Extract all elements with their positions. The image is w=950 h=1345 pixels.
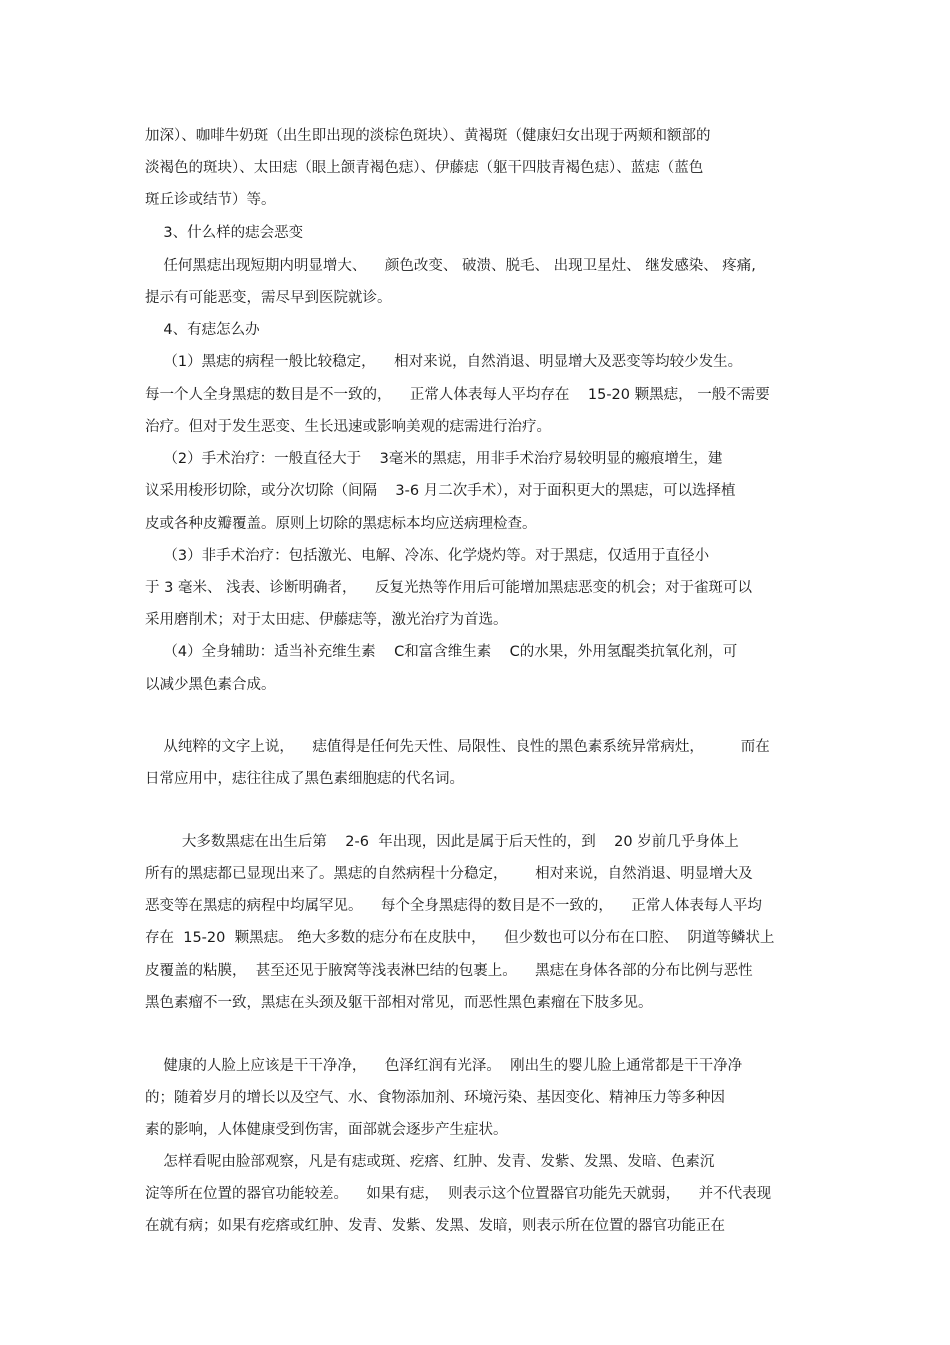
text-line: （1）黑痣的病程一般比较稳定， 相对来说，自然消退、明显增大及恶变等均较少发生。 xyxy=(145,354,743,370)
text-line: 斑丘诊或结节）等。 xyxy=(145,192,276,208)
text-line: 采用磨削术；对于太田痣、伊藤痣等，激光治疗为首选。 xyxy=(145,612,508,628)
text-line: 议采用梭形切除，或分次切除（间隔 3-6 月二次手术），对于面积更大的黑痣，可以选择植 xyxy=(145,483,736,499)
text-line: 存在 15-20 颗黑痣。 绝大多数的痣分布在皮肤中， 但少数也可以分布在口腔、 阴道等鳞状上 xyxy=(145,930,775,946)
text-line: 从纯粹的文字上说， 痣值得是任何先天性、局限性、良性的黑色素系统异常病灶， 而在 xyxy=(145,739,770,755)
text-line: 怎样看呢由脸部观察，凡是有痣或斑、疙瘩、红肿、发青、发紫、发黑、发暗、色素沉 xyxy=(145,1154,715,1170)
text-line: 所有的黑痣都已显现出来了。黑痣的自然病程十分稳定， 相对来说，自然消退、明显增大及 xyxy=(145,866,753,882)
text-line: 的；随着岁月的增长以及空气、水、食物添加剂、环境污染、基因变化、精神压力等多种因 xyxy=(145,1090,725,1106)
text-line: 皮或各种皮瓣覆盖。原则上切除的黑痣标本均应送病理检查。 xyxy=(145,516,537,532)
section-heading: 3、什么样的痣会恶变 xyxy=(145,225,304,241)
text-line: 于 3 毫米、 浅表、诊断明确者， 反复光热等作用后可能增加黑痣恶变的机会；对于雀斑可以 xyxy=(145,580,752,596)
text-line: 素的影响，人体健康受到伤害，面部就会逐步产生症状。 xyxy=(145,1122,508,1138)
text-line: （4）全身辅助：适当补充维生素 C和富含维生素 C的水果，外用氢醌类抗氧化剂，可 xyxy=(145,644,738,660)
section-heading: 4、有痣怎么办 xyxy=(145,322,260,338)
text-line: 日常应用中，痣往往成了黑色素细胞痣的代名词。 xyxy=(145,771,464,787)
text-line: 淀等所在位置的器官功能较差。 如果有痣， 则表示这个位置器官功能先天就弱， 并不代表现 xyxy=(145,1186,772,1202)
text-line: 每一个人全身黑痣的数目是不一致的， 正常人体表每人平均存在 15-20 颗黑痣， 一般不需要 xyxy=(145,387,770,403)
text-line: 治疗。但对于发生恶变、生长迅速或影响美观的痣需进行治疗。 xyxy=(145,419,551,435)
text-line: 提示有可能恶变，需尽早到医院就诊。 xyxy=(145,290,392,306)
text-line: 以减少黑色素合成。 xyxy=(145,677,276,693)
text-line: 加深）、咖啡牛奶斑（出生即出现的淡棕色斑块）、黄褐斑（健康妇女出现于两颊和额部的 xyxy=(145,128,711,144)
text-line: 在就有病；如果有疙瘩或红肿、发青、发紫、发黑、发暗，则表示所在位置的器官功能正在 xyxy=(145,1218,725,1234)
text-line: 健康的人脸上应该是干干净净， 色泽红润有光泽。 刚出生的婴儿脸上通常都是干干净净 xyxy=(145,1058,743,1074)
text-line: 淡褐色的斑块）、太田痣（眼上颌青褐色痣）、伊藤痣（躯干四肢青褐色痣）、蓝痣（蓝色 xyxy=(145,160,704,176)
text-line: 大多数黑痣在出生后第 2-6 年出现，因此是属于后天性的，到 20 岁前几乎身体上 xyxy=(145,834,739,850)
text-line: 恶变等在黑痣的病程中均属罕见。 每个全身黑痣得的数目是不一致的， 正常人体表每人平均 xyxy=(145,898,762,914)
text-line: 任何黑痣出现短期内明显增大、 颜色改变、 破溃、脱毛、 出现卫星灶、 继发感染、 疼痛, xyxy=(145,258,756,274)
text-line: （3）非手术治疗：包括激光、电解、冷冻、化学烧灼等。对于黑痣，仅适用于直径小 xyxy=(145,548,710,564)
text-line: 黑色素瘤不一致，黑痣在头颈及躯干部相对常见，而恶性黑色素瘤在下肢多见。 xyxy=(145,995,653,1011)
text-line: 皮覆盖的粘膜， 甚至还见于腋窝等浅表淋巴结的包裹上。 黑痣在身体各部的分布比例与恶性 xyxy=(145,963,753,979)
text-line: （2）手术治疗：一般直径大于 3毫米的黑痣，用非手术治疗易较明显的瘢痕增生，建 xyxy=(145,451,723,467)
